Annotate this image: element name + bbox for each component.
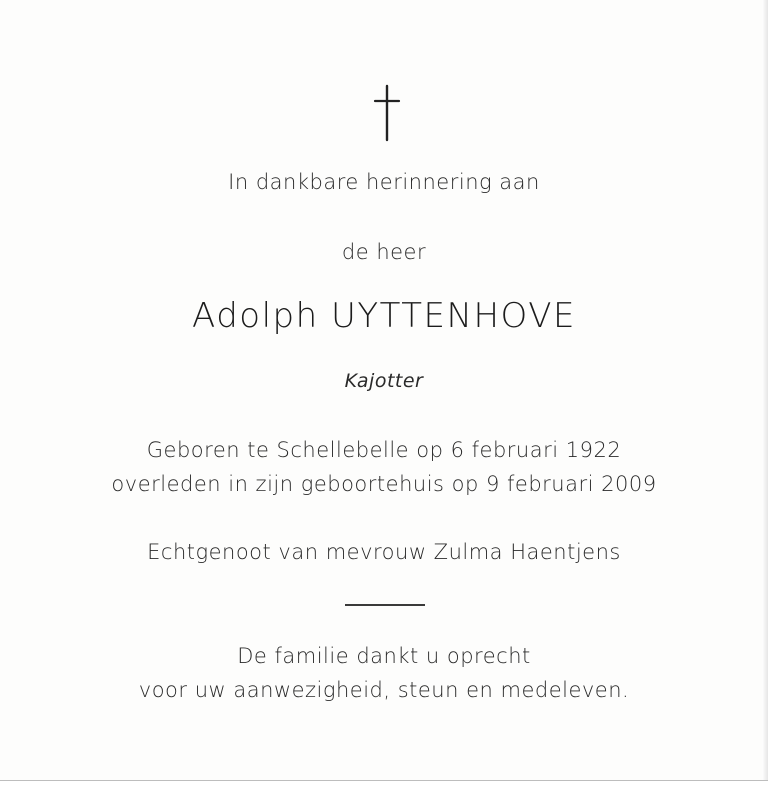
death-line: overleden in zijn geboortehuis op 9 februari 2009 [111, 472, 657, 496]
deceased-name: Adolph UYTTENHOVE [192, 296, 576, 336]
divider [345, 604, 425, 606]
thanks-line-1: De familie dankt u oprecht [237, 644, 531, 668]
nickname: Kajotter [344, 370, 424, 392]
birth-line: Geboren te Schellebelle op 6 februari 1922 [146, 438, 622, 462]
scan-edge-bottom [0, 780, 768, 787]
latin-cross-icon [372, 84, 402, 142]
spouse-line: Echtgenoot van mevrouw Zulma Haentjens [147, 540, 621, 564]
scan-edge-right [762, 0, 768, 787]
honorific-title: de heer [341, 240, 427, 264]
intro-text: In dankbare herinnering aan [228, 170, 540, 194]
thanks-line-2: voor uw aanwezigheid, steun en medeleven. [138, 678, 630, 702]
